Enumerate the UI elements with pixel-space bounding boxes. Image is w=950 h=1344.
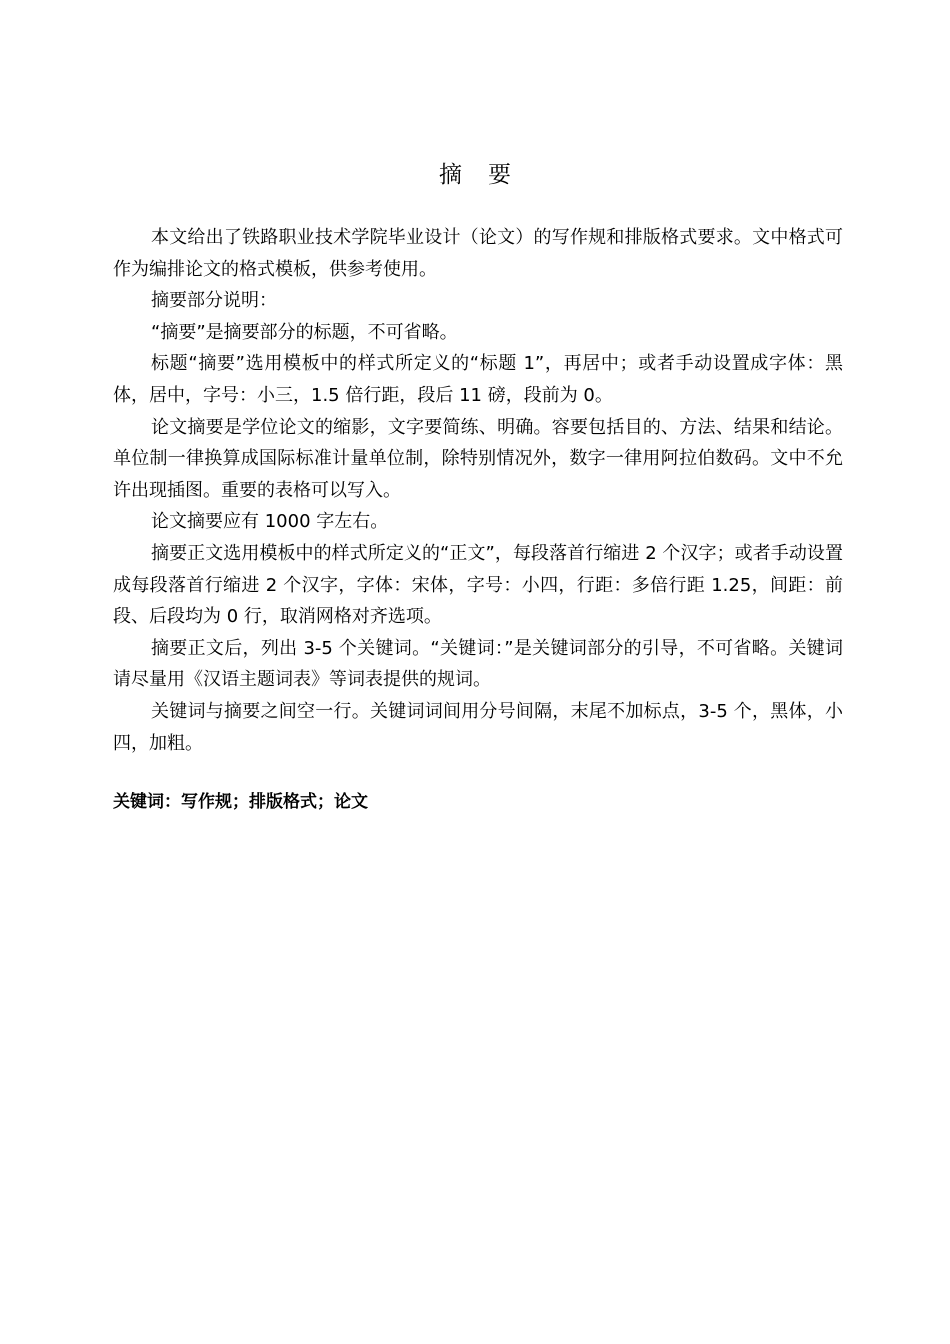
abstract-paragraph: 摘要部分说明： [151, 290, 277, 312]
abstract-paragraph: 本文给出了铁路职业技术学院毕业设计（论文）的写作规和排版格式要求。文中格式可作为编排论文的格式模板，供参考使用。 [113, 227, 843, 280]
title-char-1: 摘 [439, 162, 462, 188]
abstract-paragraph: 摘要正文后，列出 3-5 个关键词。“关键词：”是关键词部分的引导，不可省略。关键词请尽量用《汉语主题词表》等词表提供的规词。 [113, 637, 843, 691]
keywords-line: 关键词：写作规；排版格式；论文 [113, 792, 368, 812]
abstract-body [113, 222, 843, 759]
abstract-paragraph: 摘要正文选用模板中的样式所定义的“正文”，每段落首行缩进 2 个汉字；或者手动设置成每段落首行缩进 2 个汉字，字体：宋体，字号：小四，行距：多倍行距 1.25，间距：前段、后段均为 0 行，取消网格对齐选项。 [113, 542, 843, 628]
abstract-paragraph: 论文摘要应有 1000 字左右。 [151, 511, 389, 533]
page-title [0, 158, 950, 192]
title-char-2: 要 [488, 162, 511, 188]
abstract-paragraph: 关键词与摘要之间空一行。关键词词间用分号间隔，末尾不加标点，3-5 个，黑体，小四，加粗。 [113, 700, 843, 754]
abstract-paragraph: 标题“摘要”选用模板中的样式所定义的“标题 1”，再居中；或者手动设置成字体：黑体，居中，字号：小三，1.5 倍行距，段后 11 磅，段前为 0。 [113, 353, 843, 406]
abstract-paragraph: 论文摘要是学位论文的缩影，文字要简练、明确。容要包括目的、方法、结果和结论。单位制一律换算成国际标准计量单位制，除特别情况外，数字一律用阿拉伯数码。文中不允许出现插图。重要的表格可以写入。 [113, 416, 843, 501]
abstract-paragraph: “摘要”是摘要部分的标题，不可省略。 [151, 321, 458, 343]
